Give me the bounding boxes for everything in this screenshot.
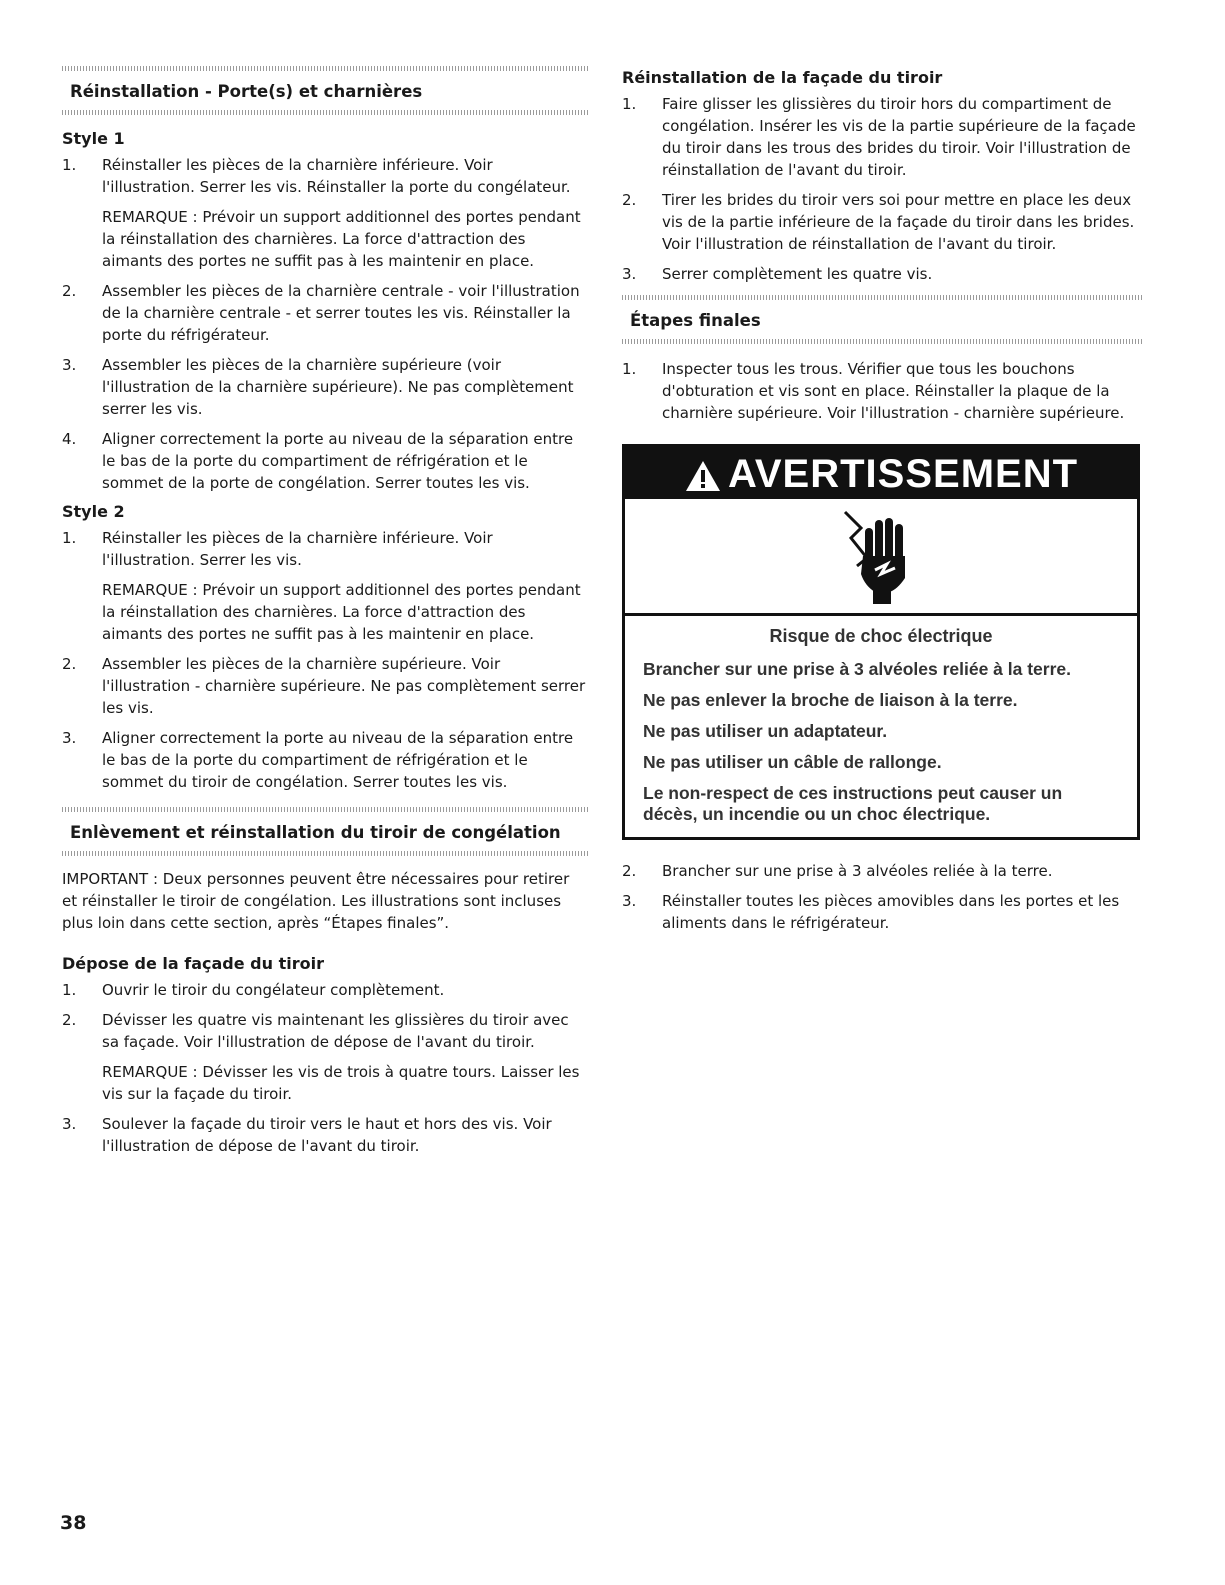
right-column bbox=[622, 66, 1144, 942]
style2-list bbox=[62, 527, 588, 793]
page-number: 38 bbox=[60, 1512, 87, 1534]
section-title: Réinstallation - Porte(s) et charnières bbox=[70, 82, 423, 101]
item-number: 2. bbox=[62, 282, 77, 300]
section-title: Étapes finales bbox=[630, 311, 761, 330]
list-item bbox=[62, 727, 588, 793]
item-number: 1. bbox=[622, 95, 637, 113]
item-number: 3. bbox=[62, 729, 77, 747]
item-number: 3. bbox=[62, 356, 77, 374]
item-note: REMARQUE : Prévoir un support additionnel des portes pendant la réinstallation des charnières. La force d'attraction des aimants des portes ne suffit pas à les maintenir en place. bbox=[102, 208, 581, 270]
item-text: Brancher sur une prise à 3 alvéoles reliée à la terre. bbox=[662, 862, 1053, 880]
item-text: Réinstaller les pièces de la charnière inférieure. Voir l'illustration. Serrer les vis. Réinstaller la porte du congélateur. bbox=[102, 156, 571, 196]
item-text: Ouvrir le tiroir du congélateur complètement. bbox=[102, 981, 445, 999]
final-steps-list-b bbox=[622, 860, 1144, 934]
item-number: 1. bbox=[62, 156, 77, 174]
warning-line: Le non-respect de ces instructions peut causer un décès, un incendie ou un choc électrique. bbox=[643, 783, 1063, 824]
section-rule bbox=[622, 339, 1144, 344]
item-number: 2. bbox=[622, 862, 637, 880]
list-item bbox=[622, 189, 1144, 255]
warning-header bbox=[625, 447, 1137, 499]
item-text: Assembler les pièces de la charnière supérieure (voir l'illustration de la charnière supérieure). Ne pas complètement serrer les vis. bbox=[102, 356, 574, 418]
depose-heading: Dépose de la façade du tiroir bbox=[62, 954, 324, 973]
item-number: 1. bbox=[622, 360, 637, 378]
item-text: Inspecter tous les trous. Vérifier que tous les bouchons d'obturation et vis sont en place. Réinstaller la plaque de la charnière supérieure. Voir l'illustration - charnière supérieure. bbox=[662, 360, 1125, 422]
warning-triangle-icon bbox=[684, 459, 722, 493]
item-text: Réinstaller les pièces de la charnière inférieure. Voir l'illustration. Serrer les vis. bbox=[102, 529, 493, 569]
warning-line: Ne pas enlever la broche de liaison à la terre. bbox=[643, 690, 1018, 710]
warning-header-text: AVERTISSEMENT bbox=[727, 452, 1079, 496]
list-item bbox=[62, 1009, 588, 1105]
style1-heading: Style 1 bbox=[62, 129, 125, 148]
section-rule bbox=[62, 110, 588, 115]
reinstall-doors-section bbox=[62, 66, 588, 793]
list-item bbox=[62, 154, 588, 272]
item-note: REMARQUE : Prévoir un support additionnel des portes pendant la réinstallation des charnières. La force d'attraction des aimants des portes ne suffit pas à les maintenir en place. bbox=[102, 581, 581, 643]
reinstall-front-list bbox=[622, 93, 1144, 285]
list-item bbox=[622, 263, 1144, 285]
final-steps-list-a bbox=[622, 358, 1144, 424]
item-text: Aligner correctement la porte au niveau de la séparation entre le bas de la porte du compartiment de réfrigération et le sommet du tiroir de congélation. Serrer toutes les vis. bbox=[102, 729, 574, 791]
item-text: Soulever la façade du tiroir vers le haut et hors des vis. Voir l'illustration de dépose de l'avant du tiroir. bbox=[102, 1115, 552, 1155]
style1-list bbox=[62, 154, 588, 494]
list-item bbox=[62, 428, 588, 494]
item-text: Assembler les pièces de la charnière centrale - voir l'illustration de la charnière centrale - et serrer toutes les vis. Réinstaller la porte du réfrigérateur. bbox=[102, 282, 580, 344]
warning-line: Ne pas utiliser un câble de rallonge. bbox=[643, 752, 942, 772]
item-number: 2. bbox=[622, 191, 637, 209]
list-item bbox=[62, 354, 588, 420]
warning-box bbox=[622, 444, 1140, 840]
item-number: 4. bbox=[62, 430, 77, 448]
list-item bbox=[622, 358, 1144, 424]
warning-line: Ne pas utiliser un adaptateur. bbox=[643, 721, 888, 741]
list-item bbox=[62, 527, 588, 645]
style2-heading: Style 2 bbox=[62, 502, 125, 521]
section-title: Enlèvement et réinstallation du tiroir de congélation bbox=[70, 823, 561, 842]
list-item bbox=[62, 979, 588, 1001]
important-paragraph: IMPORTANT : Deux personnes peuvent être nécessaires pour retirer et réinstaller le tiroir de congélation. Les illustrations sont incluses plus loin dans cette section, après “Étapes finales”. bbox=[62, 870, 570, 932]
list-item bbox=[622, 860, 1144, 882]
list-item bbox=[62, 653, 588, 719]
item-text: Faire glisser les glissières du tiroir hors du compartiment de congélation. Insérer les vis de la partie supérieure de la façade du tiroir dans les trous des brides du tiroir. Voir l'illustration de réinstallation de l'avant du tiroir. bbox=[662, 95, 1136, 179]
warning-line: Brancher sur une prise à 3 alvéoles reliée à la terre. bbox=[643, 659, 1072, 679]
drawer-section bbox=[62, 807, 588, 1157]
item-text: Serrer complètement les quatre vis. bbox=[662, 265, 933, 283]
item-note: REMARQUE : Dévisser les vis de trois à quatre tours. Laisser les vis sur la façade du tiroir. bbox=[102, 1063, 580, 1103]
item-text: Tirer les brides du tiroir vers soi pour mettre en place les deux vis de la partie inférieure de la façade du tiroir dans les brides. Voir l'illustration de réinstallation de l'avant du tiroir. bbox=[662, 191, 1135, 253]
warning-body bbox=[625, 616, 1137, 837]
electric-shock-hand-icon bbox=[831, 506, 931, 606]
warning-icon-area bbox=[625, 499, 1137, 616]
list-item bbox=[622, 93, 1144, 181]
item-number: 1. bbox=[62, 529, 77, 547]
list-item bbox=[622, 890, 1144, 934]
warning-risk: Risque de choc électrique bbox=[769, 626, 993, 646]
item-number: 2. bbox=[62, 655, 77, 673]
item-text: Dévisser les quatre vis maintenant les glissières du tiroir avec sa façade. Voir l'illustration de dépose de l'avant du tiroir. bbox=[102, 1011, 569, 1051]
item-number: 3. bbox=[62, 1115, 77, 1133]
item-text: Assembler les pièces de la charnière supérieure. Voir l'illustration - charnière supérieure. Ne pas complètement serrer les vis. bbox=[102, 655, 586, 717]
list-item bbox=[62, 1113, 588, 1157]
item-number: 1. bbox=[62, 981, 77, 999]
final-steps-section bbox=[622, 295, 1144, 934]
left-column bbox=[62, 66, 588, 1165]
item-number: 3. bbox=[622, 265, 637, 283]
item-text: Aligner correctement la porte au niveau de la séparation entre le bas de la porte du compartiment de réfrigération et le sommet de la porte de congélation. Serrer toutes les vis. bbox=[102, 430, 574, 492]
list-item bbox=[62, 280, 588, 346]
reinstall-front-heading: Réinstallation de la façade du tiroir bbox=[622, 68, 943, 87]
depose-list bbox=[62, 979, 588, 1157]
section-rule bbox=[62, 851, 588, 856]
item-number: 3. bbox=[622, 892, 637, 910]
item-text: Réinstaller toutes les pièces amovibles dans les portes et les aliments dans le réfrigérateur. bbox=[662, 892, 1120, 932]
item-number: 2. bbox=[62, 1011, 77, 1029]
